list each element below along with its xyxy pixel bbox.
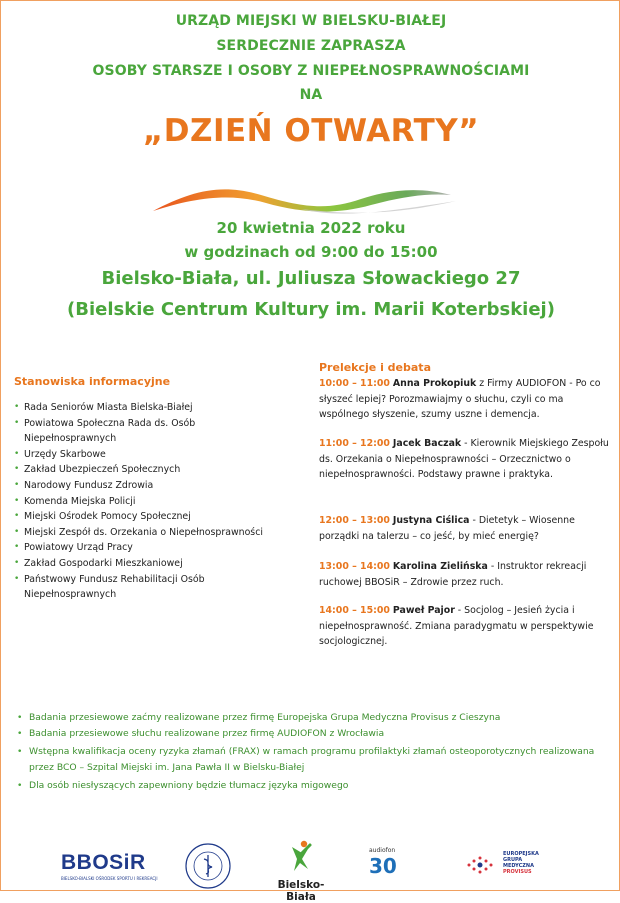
bullet-icon: • [17,746,23,758]
header-line-2: SERDECZNIE ZAPRASZA [216,38,406,54]
lecture-item [319,513,609,544]
lecture-speaker: Jacek Baczak [392,438,462,449]
wave-graphic-icon [151,181,461,221]
lecture-text: - Dietetyk – Wiosenne porządki na talerzu – co jeść, by mieć energię? [319,515,575,542]
header-line-4: NA [299,87,323,103]
note-item: • Badania przesiewowe zaćmy realizowane przez firmę Europejska Grupa Medyczna Provisus z Cieszyna [17,710,607,726]
list-item: • Urzędy Skarbowe [14,447,304,463]
lecture-item [319,559,609,590]
bullet-icon: • [14,417,20,428]
provisus-eye-icon [463,853,499,877]
bullet-icon: • [17,727,23,739]
bullet-icon: • [14,495,20,506]
event-title: „DZIEŃ OTWARTY” [142,113,480,149]
stanowiska-list [14,400,304,603]
bullet-icon: • [14,479,20,490]
event-hours: w godzinach od 9:00 do 15:00 [184,243,438,261]
header-line-1: URZĄD MIEJSKI W BIELSKU-BIAŁEJ [175,13,447,29]
audiofon-logo [369,847,419,878]
bullet-icon: • [17,780,23,792]
bielsko-biala-logo-text: Bielsko-Biała [277,879,325,903]
bbosir-logo-subtitle: BIELSKO-BIALSKI OŚRODEK SPORTU I REKREACJI [61,876,158,881]
bullet-icon: • [14,573,20,584]
bullet-icon: • [14,542,20,553]
event-venue: (Bielskie Centrum Kultury im. Marii Koterbskiej) [67,299,555,320]
lecture-time: 12:00 – 13:00 [319,515,390,526]
bullet-icon: • [14,464,20,475]
lecture-time: 14:00 – 15:00 [319,605,390,616]
lecture-text: - Kierownik Miejskiego Zespołu ds. Orzekania o Niepełnosprawności – Orzecznictwo o niepełnosprawności. Podstawy prawne i praktyka. [319,438,609,481]
list-item: • Miejski Zespół ds. Orzekania o Niepełnosprawności [14,525,304,541]
list-item: • Rada Seniorów Miasta Bielska-Białej [14,400,304,416]
prelekcje-title: Prelekcje i debata [319,361,431,374]
note-item: • Badania przesiewowe słuchu realizowane przez firmę AUDIOFON z Wrocławia [17,726,607,742]
audiofon-logo-text: audiofon [369,847,396,854]
list-item: • Zakład Ubezpieczeń Społecznych [14,462,304,478]
partner-logos [1,837,620,903]
lecture-text: - Instruktor rekreacji ruchowej BBOSiR – Zdrowie przez ruch. [319,561,587,588]
note-item: • Wstępna kwalifikacja oceny ryzyka złamań (FRAX) w ramach programu profilaktyki złamań osteoporotycznych realizowana przez BCO – Szpital Miejski im. Jana Pawła II w Bielsku-Białej [17,746,595,773]
note-item: • Dla osób niesłyszących zapewniony będzie tłumacz języka migowego [17,778,607,794]
header-line-3: OSOBY STARSZE I OSOBY Z NIEPEŁNOSPRAWNOŚCIAMI [92,63,530,79]
provisus-logo-text: EUROPEJSKA GRUPA MEDYCZNA PROVISUS [503,851,539,875]
audiofon-years: 30 [369,854,397,878]
lecture-speaker: Justyna Ciślica [392,515,470,526]
bullet-icon: • [17,712,23,723]
lecture-text: z Firmy AUDIOFON - Po co słyszeć lepiej? Porozmawiajmy o słuchu, czyli co ma wspólnego słyszenie, szumy uszne i demencja. [319,378,601,421]
lecture-speaker: Karolina Zielińska [392,561,488,572]
bielsko-biala-logo [263,839,339,903]
lecture-text: - Socjolog – Jesień życia i niepełnosprawność. Zmiana paradygmatu w perspektywie socjologicznej. [319,605,594,648]
provisus-logo [463,851,573,881]
lecture-item [319,436,609,483]
list-item: • Zakład Gospodarki Mieszkaniowej [14,556,304,572]
lecture-item [319,603,609,650]
lecture-speaker: Anna Prokopiuk [392,378,477,389]
list-item: • Komenda Miejska Policji [14,494,304,510]
stanowiska-title: Stanowiska informacyjne [14,375,171,388]
list-item: • Państwowy Fundusz Rehabilitacji Osób Niepełnosprawnych [14,573,205,601]
bullet-icon: • [14,557,20,568]
bbosir-logo-text: BBOSiR [61,851,146,874]
notes-list [17,710,607,794]
bielsko-biala-figure-icon [286,839,316,873]
bullet-icon: • [14,526,20,537]
lecture-speaker: Paweł Pajor [392,605,455,616]
event-date: 20 kwietnia 2022 roku [216,219,406,237]
bbosir-logo [61,851,161,881]
bullet-icon: • [14,402,20,412]
list-item: • Miejski Ośrodek Pomocy Społecznej [14,509,304,525]
hospital-logo [181,841,235,891]
lecture-time: 10:00 – 11:00 [319,378,390,389]
hospital-seal-icon [181,841,235,891]
event-address: Bielsko-Biała, ul. Juliusza Słowackiego 27 [101,268,521,289]
lecture-time: 13:00 – 14:00 [319,561,390,572]
bullet-icon: • [14,511,20,522]
lecture-time: 11:00 – 12:00 [319,438,390,449]
lecture-item [319,376,609,423]
list-item: • Powiatowa Społeczna Rada ds. Osób Niepełnosprawnych [14,417,196,445]
bullet-icon: • [14,448,20,459]
list-item: • Powiatowy Urząd Pracy [14,540,304,556]
list-item: • Narodowy Fundusz Zdrowia [14,478,304,494]
